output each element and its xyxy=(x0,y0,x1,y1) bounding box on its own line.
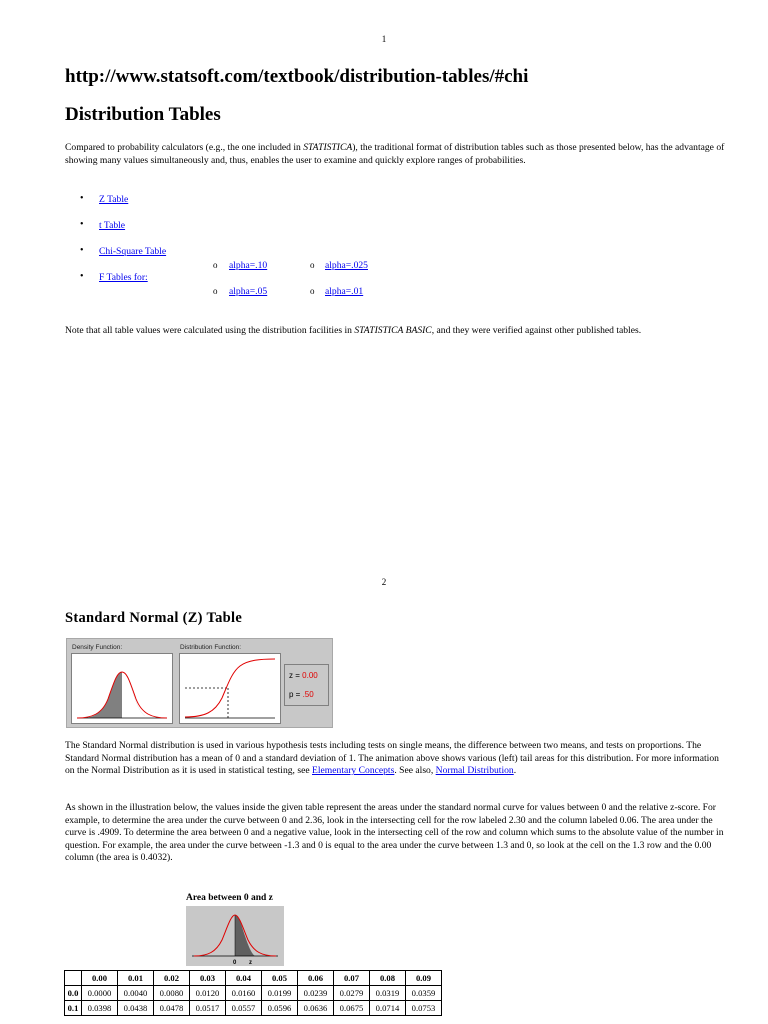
z-table-col-header: 0.05 xyxy=(262,971,298,986)
z-table-cell: 0.0040 xyxy=(118,986,154,1001)
link-normal-distribution[interactable]: Normal Distribution xyxy=(435,765,514,777)
bullet-dot: • xyxy=(80,245,84,256)
z-table-cell: 0.0319 xyxy=(370,986,406,1001)
z-table-col-header: 0.02 xyxy=(154,971,190,986)
z-table-cell: 0.0398 xyxy=(82,1001,118,1016)
z-table-cell: 0.0199 xyxy=(262,986,298,1001)
z-p-readout xyxy=(284,664,329,706)
z-table-cell: 0.0359 xyxy=(406,986,442,1001)
bullet-dot: • xyxy=(80,271,84,282)
circle-bullet: o xyxy=(310,286,315,296)
z-table-cell: 0.0675 xyxy=(334,1001,370,1016)
note-paragraph xyxy=(65,325,730,338)
z-table-col-header: 0.08 xyxy=(370,971,406,986)
z-table-cell: 0.0160 xyxy=(226,986,262,1001)
bullet-dot: • xyxy=(80,193,84,204)
link-alpha-10[interactable]: alpha=.10 xyxy=(229,260,268,271)
page-title: Distribution Tables xyxy=(65,104,221,125)
area-shaded-region xyxy=(235,915,255,956)
note-statistica-basic: STATISTICA BASIC xyxy=(354,325,432,336)
z-table-cell: 0.0080 xyxy=(154,986,190,1001)
z-table-cell: 0.0279 xyxy=(334,986,370,1001)
z-table-header-row xyxy=(65,971,442,986)
z-table-row-header: 0.0 xyxy=(65,986,82,1001)
intro-paragraph xyxy=(65,142,730,167)
z-table-col-header: 0.07 xyxy=(334,971,370,986)
density-panel xyxy=(71,653,173,724)
distribution-panel xyxy=(179,653,281,724)
page-number-2: 2 xyxy=(381,577,387,587)
circle-bullet: o xyxy=(213,286,218,296)
bullet-dot: • xyxy=(80,219,84,230)
z-table xyxy=(64,970,442,1016)
z-table-row xyxy=(65,1001,442,1016)
density-curve-graph xyxy=(72,654,172,723)
circle-bullet: o xyxy=(213,260,218,270)
link-alpha-01[interactable]: alpha=.01 xyxy=(325,286,364,297)
intro-text-start: Compared to probability calculators (e.g., the one included in xyxy=(65,142,304,153)
z-table-cell: 0.0636 xyxy=(298,1001,334,1016)
normal-distribution-applet xyxy=(66,638,333,728)
z-table-cell: 0.0438 xyxy=(118,1001,154,1016)
link-z-table[interactable]: Z Table xyxy=(99,194,129,205)
normal-description-paragraph xyxy=(65,740,730,778)
link-alpha-05[interactable]: alpha=.05 xyxy=(229,286,268,297)
z-table-col-header: 0.09 xyxy=(406,971,442,986)
z-table-cell: 0.0120 xyxy=(190,986,226,1001)
z-label: z = xyxy=(289,671,300,680)
z-table-cell: 0.0239 xyxy=(298,986,334,1001)
link-t-table[interactable]: t Table xyxy=(99,220,126,231)
normal-description-text: The Standard Normal distribution is used in various hypothesis tests including tests on single means, the difference between two means, and tests on proportions. The Standard Normal distribution has a mean of 0 and a standard deviation of 1. The animation above shows various (left) tail areas for this distribution. For more information on the Normal Distribution as it is used in statistical testing, see xyxy=(65,740,719,777)
z-table-col-header: 0.06 xyxy=(298,971,334,986)
circle-bullet: o xyxy=(310,260,315,270)
z-table-cell: 0.0517 xyxy=(190,1001,226,1016)
link-chi-square-table[interactable]: Chi-Square Table xyxy=(99,246,167,257)
z-table-col-header: 0.00 xyxy=(82,971,118,986)
normal-description-end: . xyxy=(513,765,517,777)
table-explanation-paragraph: As shown in the illustration below, the values inside the given table represent the areas under the standard normal curve for values between 0 and the relative z-score. For example, to determine the area under the curve between 0 and 2.36, look in the intersecting cell for the row labeled 2.30 and the column labeled 0.06. The area under the curve is .4909. To determine the area between 0 and a negative value, look in the intersecting cell of the row and column which sums to the absolute value of the number in question. For example, the area under the curve between -1.3 and 0 is equal to the area under the curve between 1.3 and 0, so look at the cell on the 1.3 row and the 0.00 column (the area is 0.4032). xyxy=(65,802,724,864)
z-table-cell: 0.0596 xyxy=(262,1001,298,1016)
z-table-row xyxy=(65,986,442,1001)
section-heading: Standard Normal (Z) Table xyxy=(65,610,243,626)
link-alpha-025[interactable]: alpha=.025 xyxy=(325,260,368,271)
z-table-corner xyxy=(65,971,82,986)
distribution-curve-graph xyxy=(180,654,280,723)
z-table-col-header: 0.01 xyxy=(118,971,154,986)
intro-text-end: ), the traditional format of distribution tables such as those presented below, has the advantage of showing many values simultaneously and, thus, enables the user to examine and quickly explore ranges of probabilities. xyxy=(65,142,725,166)
area-figure xyxy=(186,906,284,966)
intro-statistica: STATISTICA xyxy=(303,142,353,153)
z-table-cell: 0.0478 xyxy=(154,1001,190,1016)
normal-description-mid: . See also, xyxy=(394,765,436,777)
link-elementary-concepts[interactable]: Elementary Concepts xyxy=(312,765,395,777)
figure-zero-label: 0 xyxy=(233,960,237,966)
density-label: Density Function: xyxy=(72,644,123,651)
z-table-cell: 0.0557 xyxy=(226,1001,262,1016)
z-table-cell: 0.0000 xyxy=(82,986,118,1001)
p-value: .50 xyxy=(302,690,314,699)
distribution-label: Distribution Function: xyxy=(180,644,242,651)
link-f-tables[interactable]: F Tables for: xyxy=(99,272,148,283)
z-table-row-header: 0.1 xyxy=(65,1001,82,1016)
figure-caption: Area between 0 and z xyxy=(186,893,273,903)
area-curve-graph xyxy=(186,906,284,966)
z-table-col-header: 0.04 xyxy=(226,971,262,986)
z-table-cell: 0.0753 xyxy=(406,1001,442,1016)
p-label: p = xyxy=(289,690,301,699)
source-url: http://www.statsoft.com/textbook/distribution-tables/#chi xyxy=(65,66,529,87)
page-number-1: 1 xyxy=(381,34,387,44)
z-value: 0.00 xyxy=(302,671,318,680)
z-table-col-header: 0.03 xyxy=(190,971,226,986)
z-table-cell: 0.0714 xyxy=(370,1001,406,1016)
note-text-start: Note that all table values were calculated using the distribution facilities in xyxy=(65,325,355,336)
figure-z-label: z xyxy=(249,960,252,966)
note-text-end: , and they were verified against other published tables. xyxy=(431,325,642,336)
